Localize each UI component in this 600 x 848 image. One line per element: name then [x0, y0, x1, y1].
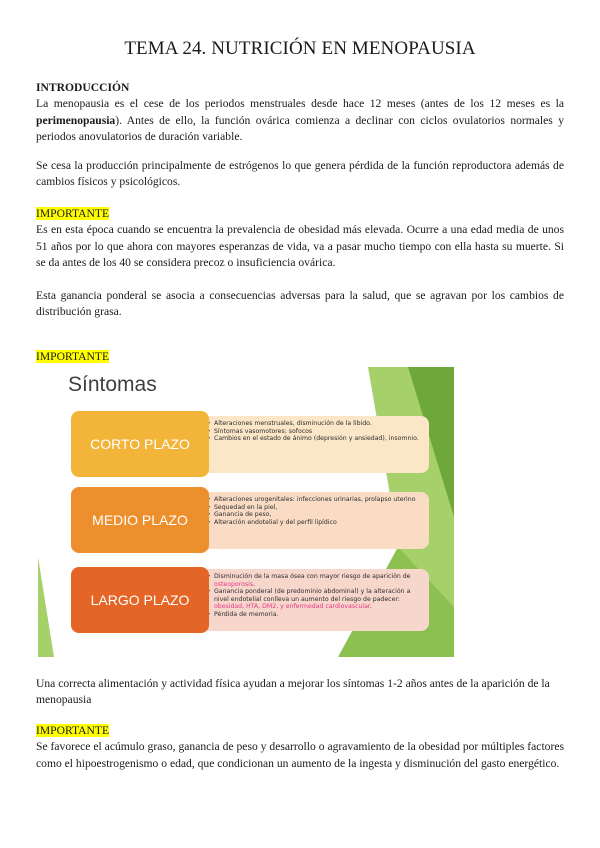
list-item: • Ganancia ponderal (de predominio abdominal) y la alteración a nivel endotelial conlleva un aumento del riesgo de padecer: obesidad, HTA, DM2, y enfermedad cardiovascular. — [207, 588, 423, 611]
important-section-1 — [36, 206, 564, 272]
list-item: • Alteraciones urogenitales: infecciones urinarias, prolapso uterino — [207, 496, 423, 504]
symptoms-slide — [38, 367, 454, 657]
important-3-paragraph: Se favorece el acúmulo graso, ganancia de peso y desarrollo o agravamiento de la obesidad por múltiples factores como el hipoestrogenismo o edad, que condicionan un aumento de la ingesta y disminución del gasto energético. — [36, 740, 564, 770]
after-slide-paragraph: Una correcta alimentación y actividad física ayudan a mejorar los síntomas 1-2 años antes de la aparición de la menopausia — [36, 677, 550, 707]
page-title: TEMA 24. NUTRICIÓN EN MENOPAUSIA — [124, 38, 476, 59]
intro-section — [36, 80, 564, 146]
intro-paragraph-2: Se cesa la producción principalmente de estrógenos lo que genera pérdida de la función reproductora además de cambios físicos y psicológicos. — [36, 159, 564, 189]
intro-heading: INTRODUCCIÓN — [36, 81, 130, 94]
list-item: • Síntomas vasomotores: sofocos — [207, 428, 423, 436]
list-item: • Cambios en el estado de ánimo (depresión y ansiedad), insomnio. — [207, 435, 423, 443]
important-1-paragraph-1: Es en esta época cuando se encuentra la prevalencia de obesidad más elevada. Ocurre a una edad media de unos 51 años por lo que ahora con mayores esperanzas de vida, va a pasar mucho tiempo con ella hasta su muerte. Si se da antes de los 40 se considera precoz o insuficiencia ovárica. — [36, 223, 564, 270]
important-section-3 — [36, 723, 564, 772]
largo-plazo-label: LARGO PLAZO — [71, 567, 209, 633]
green-shape-left — [38, 557, 54, 657]
list-item: • Pérdida de memoria. — [207, 611, 423, 619]
important-1-paragraph-2: Esta ganancia ponderal se asocia a consecuencias adversas para la salud, que se agravan por los cambios de distribución grasa. — [36, 289, 564, 319]
slide-title: Síntomas — [68, 373, 157, 396]
list-item: • Alteración endotelial y del perfil lipídico — [207, 519, 423, 527]
important-label: IMPORTANTE — [36, 350, 110, 363]
important-label: IMPORTANTE — [36, 207, 110, 220]
corto-plazo-label: CORTO PLAZO — [71, 411, 209, 477]
list-item: • Sequedad en la piel, — [207, 504, 423, 512]
medio-plazo-label: MEDIO PLAZO — [71, 487, 209, 553]
largo-plazo-box — [201, 569, 429, 631]
intro-paragraph-1: La menopausia es el cese de los periodos menstruales desde hace 12 meses (antes de los 12 meses es la perimenopausia). Antes de ello, la función ovárica comienza a declinar con ciclos ovulatorios normales y periodos anovulatorios de duración variable. — [36, 97, 564, 144]
important-label: IMPORTANTE — [36, 724, 110, 737]
list-item: • Alteraciones menstruales, disminución de la libido. — [207, 420, 423, 428]
list-item: • Disminución de la masa ósea con mayor riesgo de aparición de osteoporosis. — [207, 573, 423, 588]
list-item: • Ganancia de peso, — [207, 511, 423, 519]
perimenopausia-term: perimenopausia — [36, 113, 116, 127]
important-section-2 — [36, 349, 564, 365]
medio-plazo-box — [201, 492, 429, 549]
corto-plazo-box — [201, 416, 429, 473]
